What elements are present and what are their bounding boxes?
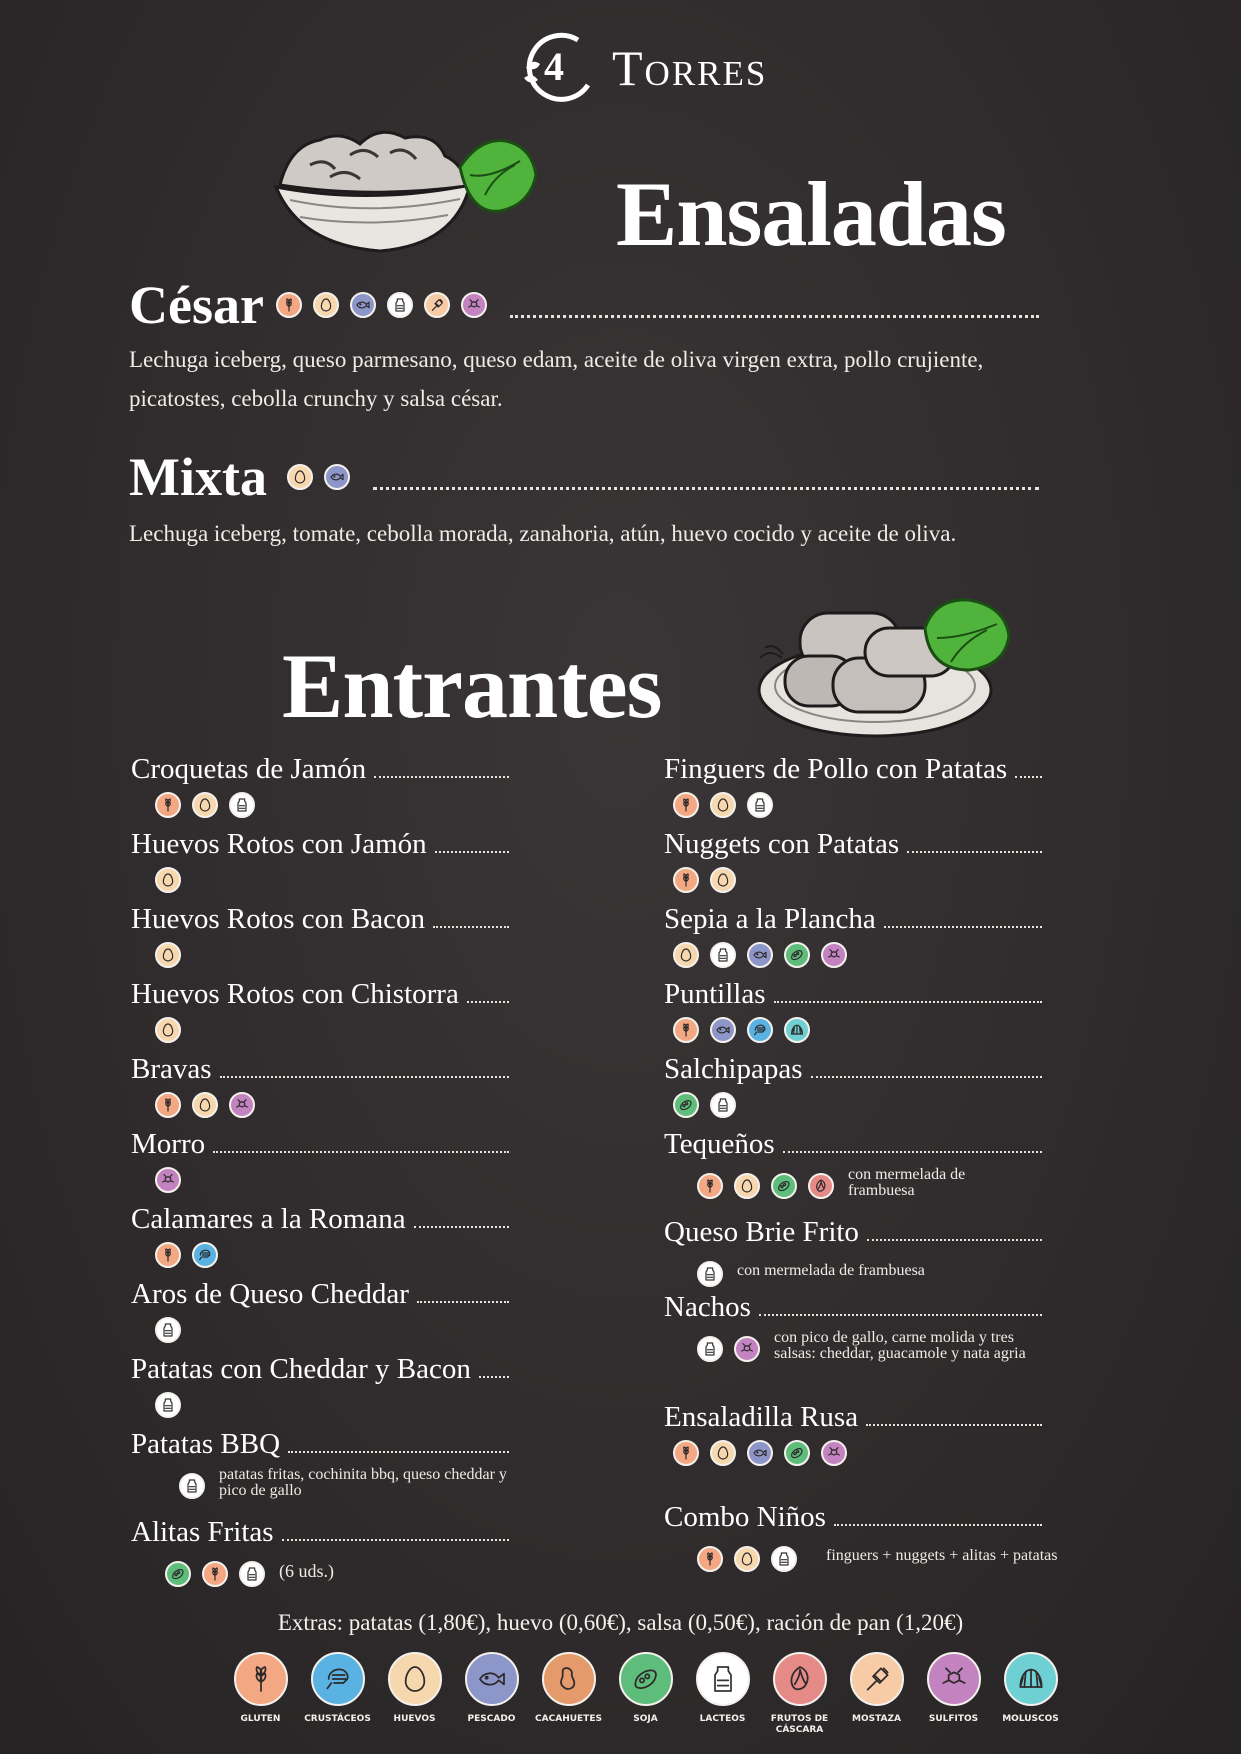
gluten-allergen-icon [673,1440,699,1466]
egg-icon [388,1652,442,1706]
item-name: Nuggets con Patatas [664,828,900,860]
allergen-list [155,792,509,818]
moluscos-allergen-icon [784,1017,810,1043]
legend-item-gluten [222,1652,299,1736]
menu-item [664,827,1042,893]
shell-icon [1004,1652,1058,1706]
item-name: Salchipapas [664,1053,803,1085]
legend-label: CRUSTÁCEOS [304,1714,371,1724]
legend-label: GLUTEN [240,1714,281,1724]
gluten-allergen-icon [155,1242,181,1268]
legend-item-frutos [761,1652,838,1736]
menu-item [131,752,509,818]
lacteos-allergen-icon [697,1336,723,1362]
allergen-list [673,1540,1093,1572]
salad-bowl-illustration [270,125,542,261]
allergen-list [155,1167,509,1193]
legend-label: LACTEOS [699,1714,746,1724]
allergen-list [155,942,509,968]
item-name: Patatas BBQ [131,1428,281,1460]
menu-item [664,1400,1042,1466]
item-name: Bravas [131,1053,212,1085]
svg-text:4: 4 [544,44,564,89]
legend-label: SOJA [633,1714,658,1724]
menu-item [664,977,1042,1043]
dot-leader [220,1076,509,1078]
dot-leader [479,1376,509,1378]
dot-leader [467,1001,509,1003]
gluten-allergen-icon [697,1546,723,1572]
item-note: finguers + nuggets + alitas + patatas [826,1547,1058,1564]
legend-label: CACAHUETES [535,1714,602,1724]
lacteos-allergen-icon [747,792,773,818]
menu-item [131,827,509,893]
legend-label: HUEVOS [393,1714,436,1724]
item-name: Nachos [664,1291,751,1323]
mostaza-allergen-icon [424,292,450,318]
sulfitos-allergen-icon [155,1167,181,1193]
gluten-allergen-icon [155,1092,181,1118]
item-name: Aros de Queso Cheddar [131,1278,409,1310]
allergen-list [673,1440,1042,1466]
soja-allergen-icon [165,1561,191,1587]
huevos-allergen-icon [734,1173,760,1199]
item-name: Finguers de Pollo con Patatas [664,753,1008,785]
allergen-list [287,464,361,490]
sulfitos-allergen-icon [821,1440,847,1466]
dot-leader [867,1239,1042,1241]
dot-leader [759,1314,1042,1316]
dot-leader [282,1539,509,1541]
pescado-allergen-icon [324,464,350,490]
allergen-list [673,867,1042,893]
salad-item-cesar [129,275,1039,418]
pescado-allergen-icon [710,1017,736,1043]
huevos-allergen-icon [734,1546,760,1572]
soja-allergen-icon [673,1092,699,1118]
dot-leader [433,926,509,928]
salad-name: César [129,275,264,335]
sulfitos-allergen-icon [461,292,487,318]
legend-item-huevos [376,1652,453,1736]
allergen-list [155,1317,509,1343]
item-name: Sepia a la Plancha [664,903,876,935]
dot-leader [884,926,1042,928]
nut-icon [773,1652,827,1706]
salad-description: Lechuga iceberg, queso parmesano, queso edam, aceite de oliva virgen extra, pollo crujiente, picatostes, cebolla crunchy y salsa césar. [129,347,984,411]
allergen-list [155,867,509,893]
item-name: Patatas con Cheddar y Bacon [131,1353,471,1385]
item-name: Huevos Rotos con Jamón [131,828,427,860]
dot-leader [374,776,509,778]
legend-label: SULFITOS [928,1714,979,1724]
legend-item-sulfitos [915,1652,992,1736]
dot-leader [288,1451,509,1453]
soja-allergen-icon [771,1173,797,1199]
item-name: Huevos Rotos con Chistorra [131,978,459,1010]
huevos-allergen-icon [155,1017,181,1043]
legend-label: PESCADO [467,1714,516,1724]
gluten-allergen-icon [202,1561,228,1587]
allergen-list [673,792,1042,818]
item-name: Huevos Rotos con Bacon [131,903,425,935]
section-title-ensaladas: Ensaladas [616,163,1006,265]
allergen-list [673,1092,1042,1118]
allergen-list [276,292,498,318]
pescado-allergen-icon [747,942,773,968]
allergen-list [155,1092,509,1118]
lacteos-allergen-icon [387,292,413,318]
dot-leader [774,1001,1042,1003]
lacteos-allergen-icon [697,1261,723,1287]
sulfitos-allergen-icon [229,1092,255,1118]
dot-leader [417,1301,509,1303]
frutos-allergen-icon [808,1173,834,1199]
legend-item-moluscos [992,1652,1069,1736]
legend-item-mostaza [838,1652,915,1736]
wheat-icon [234,1652,288,1706]
legend-item-pescado [453,1652,530,1736]
soja-allergen-icon [784,942,810,968]
huevos-allergen-icon [710,1440,736,1466]
menu-item [131,1515,509,1587]
item-note: patatas fritas, cochinita bbq, queso cheddar y pico de gallo [219,1466,507,1499]
huevos-allergen-icon [287,464,313,490]
allergen-list [673,942,1042,968]
dot-leader [834,1524,1042,1526]
legend-item-soja [607,1652,684,1736]
allergen-list [155,1392,509,1418]
menu-item [664,1052,1042,1118]
legend-label: MOSTAZA [852,1714,901,1724]
milk-icon [696,1652,750,1706]
allergen-list [673,1330,1042,1362]
lacteos-allergen-icon [771,1546,797,1572]
menu-item [664,752,1042,818]
item-note: con mermelada de frambuesa [737,1262,925,1279]
salad-description: Lechuga iceberg, tomate, cebolla morada, zanahoria, atún, huevo cocido y aceite de oliva. [129,521,957,546]
dot-leader [866,1424,1042,1426]
huevos-allergen-icon [710,792,736,818]
dot-leader [373,487,1039,490]
allergen-list [155,1242,509,1268]
allergen-list [155,1017,509,1043]
legend-item-crustaceos [299,1652,376,1736]
dot-leader [811,1076,1042,1078]
gluten-allergen-icon [673,1017,699,1043]
menu-item [664,1127,1042,1199]
logo-mark-icon [518,30,604,106]
menu-item [131,1052,509,1118]
shrimp-icon [311,1652,365,1706]
soja-allergen-icon [784,1440,810,1466]
item-name: Tequeños [664,1128,775,1160]
menu-item [131,1127,509,1193]
menu-item [131,1202,509,1268]
legend-item-lacteos [684,1652,761,1736]
dot-leader [213,1151,509,1153]
allergen-list [673,1017,1042,1043]
menu-item [131,1352,509,1418]
menu-item [131,977,509,1043]
menu-item [664,1215,1042,1287]
lacteos-allergen-icon [155,1317,181,1343]
huevos-allergen-icon [673,942,699,968]
dot-leader [414,1226,509,1228]
menu-item [664,1290,1042,1362]
menu-item [131,902,509,968]
item-name: Puntillas [664,978,766,1010]
huevos-allergen-icon [313,292,339,318]
item-name: Morro [131,1128,206,1160]
brand-name: Torres [612,40,768,96]
item-note: con mermelada de frambuesa [848,1166,966,1199]
gluten-allergen-icon [697,1173,723,1199]
item-name: Queso Brie Frito [664,1216,859,1248]
huevos-allergen-icon [192,792,218,818]
item-name: Alitas Fritas [131,1516,274,1548]
menu-item [131,1427,509,1499]
dot-leader [907,851,1042,853]
gluten-allergen-icon [276,292,302,318]
dot-leader [1015,776,1042,778]
legend-item-cacahuetes [530,1652,607,1736]
menu-item [131,1277,509,1343]
item-name: Calamares a la Romana [131,1203,406,1235]
pescado-allergen-icon [747,1440,773,1466]
mustard-icon [850,1652,904,1706]
dot-leader [783,1151,1042,1153]
salad-name: Mixta [129,447,267,507]
lacteos-allergen-icon [710,942,736,968]
dot-leader [510,315,1039,318]
extras-line: Extras: patatas (1,80€), huevo (0,60€), salsa (0,50€), ración de pan (1,20€) [277,1610,964,1635]
huevos-allergen-icon [155,867,181,893]
gluten-allergen-icon [673,867,699,893]
menu-item [664,1500,1058,1572]
menu-item [664,902,1042,968]
crustaceos-allergen-icon [747,1017,773,1043]
lacteos-allergen-icon [179,1473,205,1499]
lacteos-allergen-icon [229,792,255,818]
item-note: (6 uds.) [279,1561,334,1581]
item-note: con pico de gallo, carne molida y tres salsas: cheddar, guacamole y nata agria [774,1329,1026,1362]
croquettes-plate-illustration [755,598,1020,743]
allergen-list [155,1467,509,1499]
legend-label: FRUTOS DE CÁSCARA [770,1714,829,1735]
sulfitos-allergen-icon [734,1336,760,1362]
huevos-allergen-icon [192,1092,218,1118]
gluten-allergen-icon [155,792,181,818]
allergen-list [141,1555,509,1587]
item-name: Croquetas de Jamón [131,753,367,785]
peanut-icon [542,1652,596,1706]
item-name: Ensaladilla Rusa [664,1401,859,1433]
allergen-list [673,1255,1042,1287]
soy-icon [619,1652,673,1706]
fish-icon [465,1652,519,1706]
salad-item-mixta [129,447,1039,553]
item-name: Combo Niños [664,1501,826,1533]
huevos-allergen-icon [155,942,181,968]
section-title-entrantes: Entrantes [282,635,662,737]
brand-logo [518,28,767,108]
allergen-list [673,1167,1042,1199]
sulfitos-allergen-icon [821,942,847,968]
dot-leader [435,851,509,853]
lacteos-allergen-icon [155,1392,181,1418]
legend-label: MOLUSCOS [1002,1714,1059,1724]
lacteos-allergen-icon [239,1561,265,1587]
sulfite-icon [927,1652,981,1706]
lacteos-allergen-icon [710,1092,736,1118]
gluten-allergen-icon [673,792,699,818]
pescado-allergen-icon [350,292,376,318]
crustaceos-allergen-icon [192,1242,218,1268]
allergen-legend [222,1652,1069,1736]
huevos-allergen-icon [710,867,736,893]
